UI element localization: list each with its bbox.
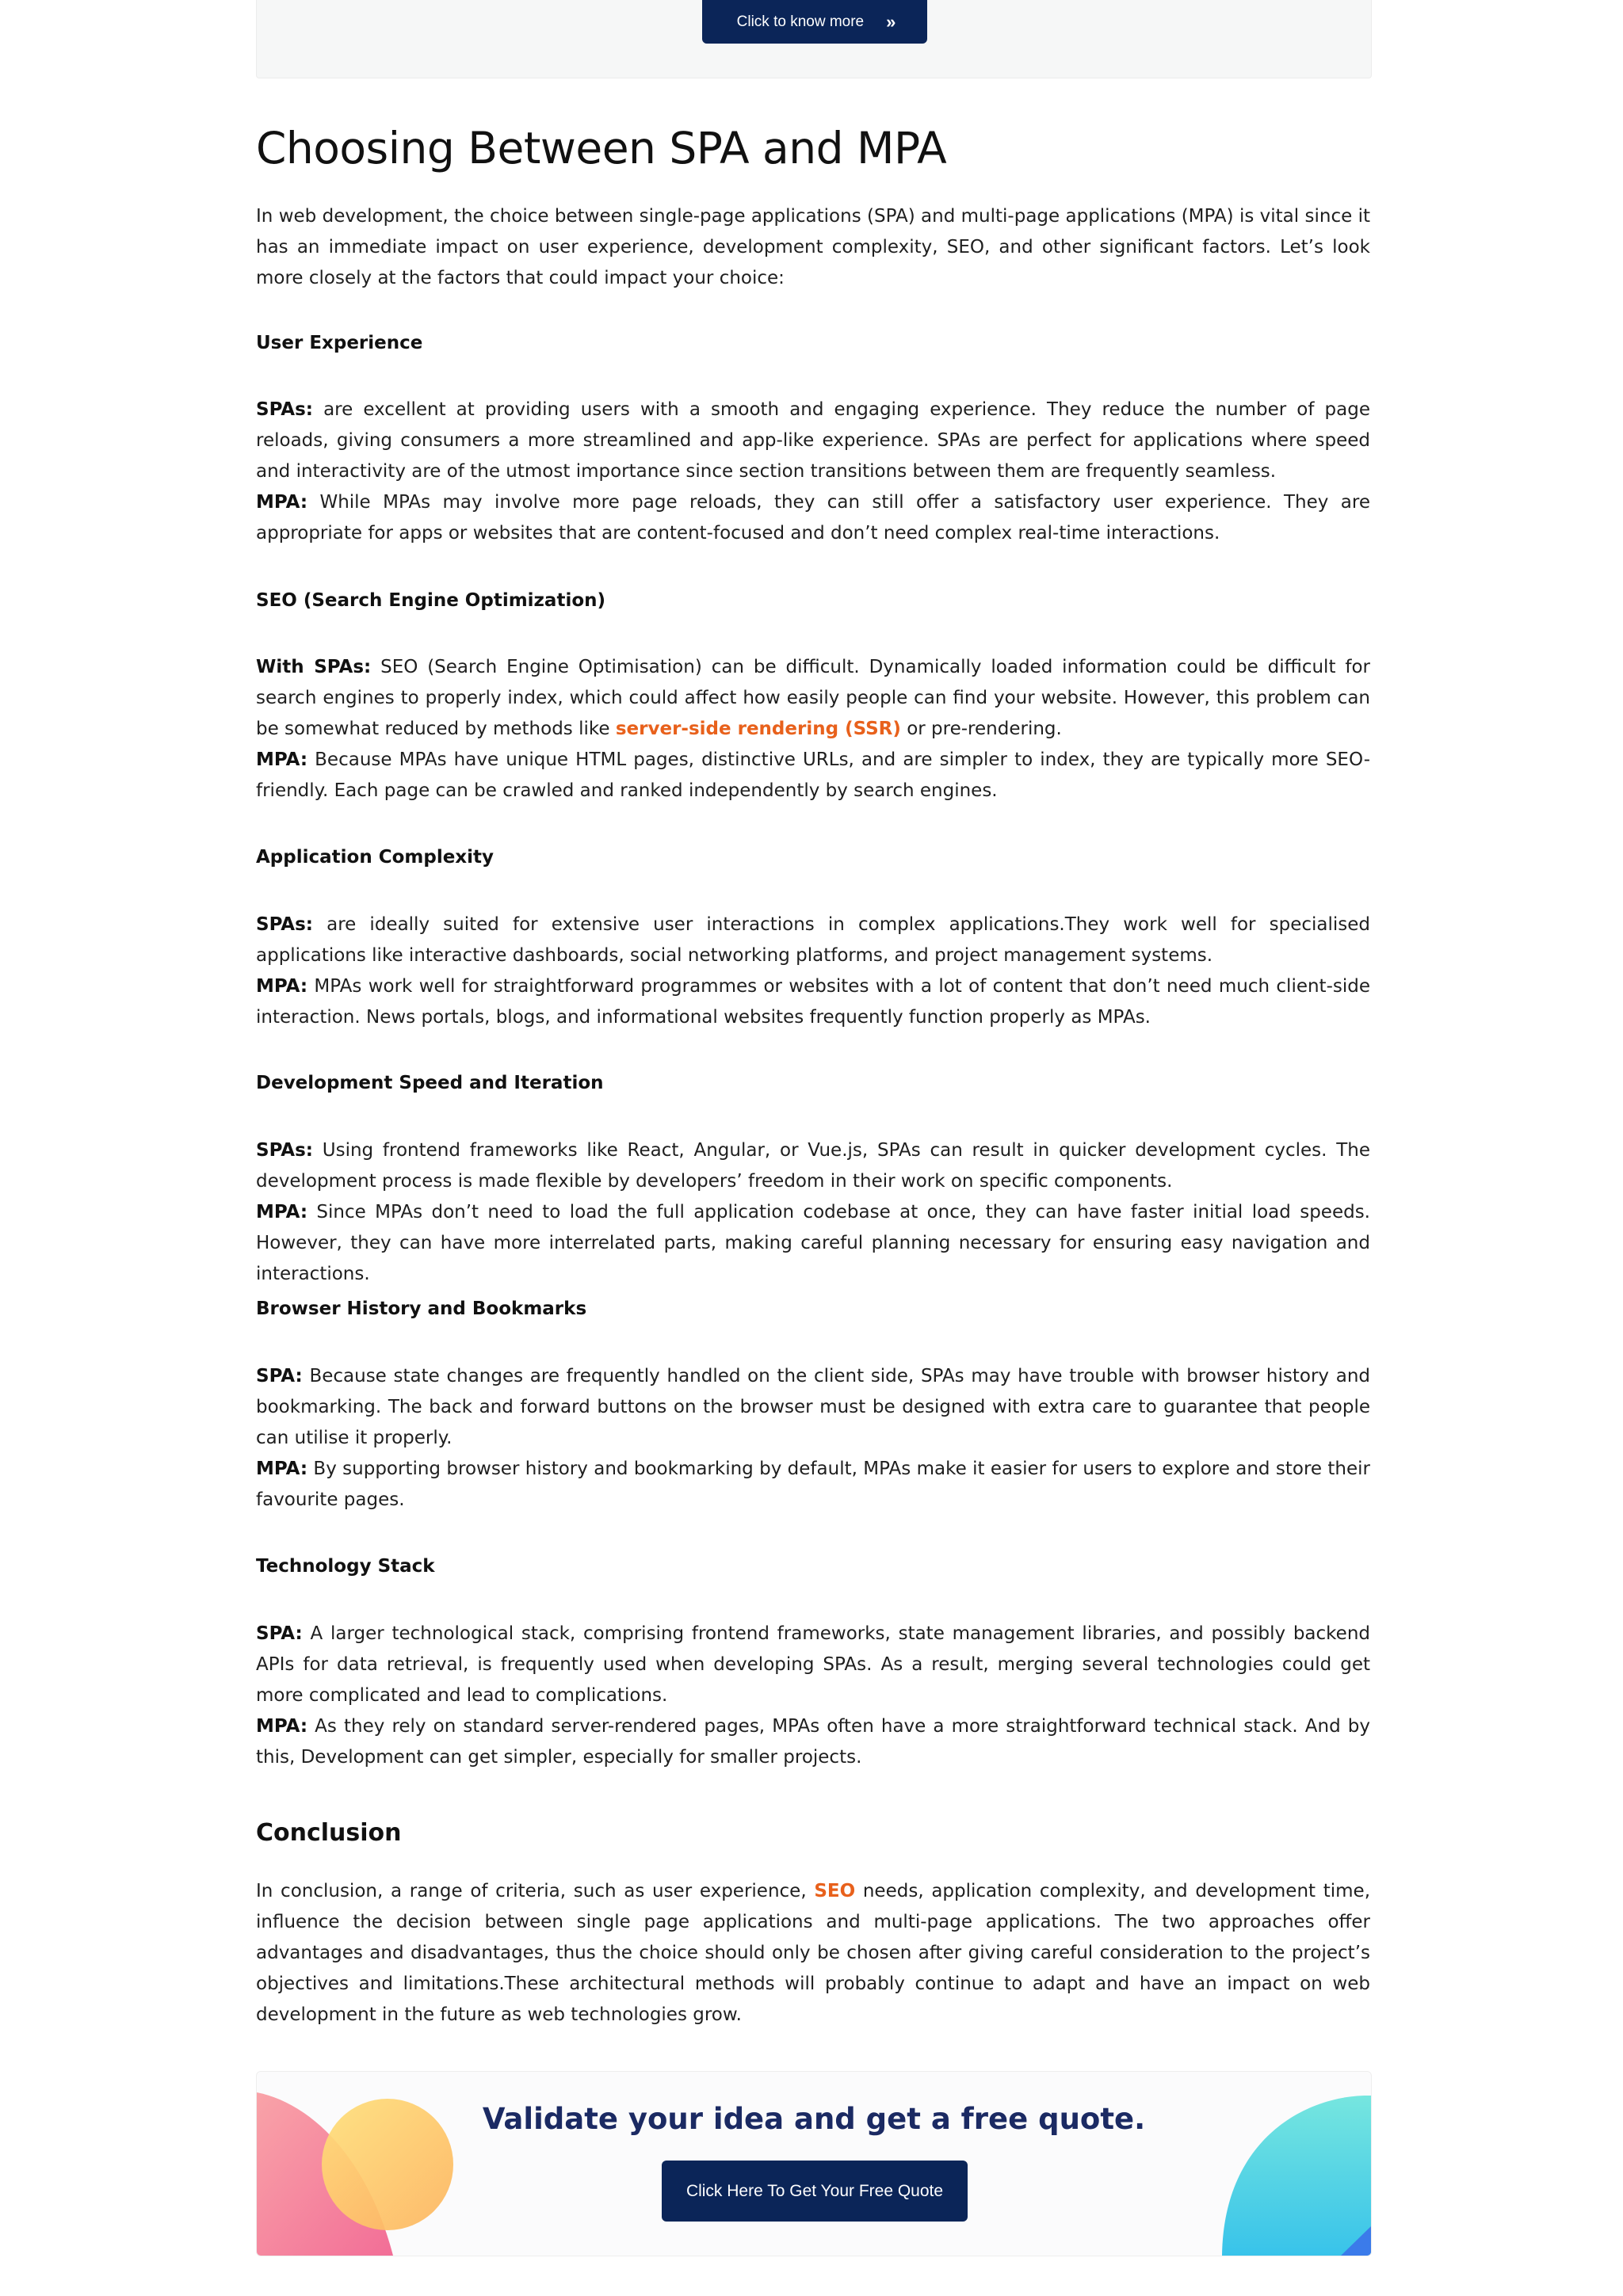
spa-label: SPAs: (256, 914, 313, 935)
banner-title: Validate your idea and get a free quote. (482, 2102, 1146, 2136)
section-heading-user-experience: User Experience (256, 333, 423, 353)
section-heading-application-complexity: Application Complexity (256, 847, 495, 868)
seo-link[interactable]: SEO (814, 1881, 856, 1901)
know-more-button[interactable] (702, 0, 927, 44)
spa-text: Because state changes are frequently handled on the client side, SPAs may have trouble with browser history and bookmarking. The back and forward buttons on the browser must be designed with extra care to guarantee that people can utilise it properly. (256, 1366, 1370, 1448)
spa-text: SEO (Search Engine Optimisation) can be difficult. Dynamically loaded information could be difficult for search engines to properly index, which could affect how easily people can find your website. However, this problem can be somewhat reduced by methods like (256, 657, 1370, 739)
mpa-text: By supporting browser history and bookmarking by default, MPAs make it easier for users to explore and store their favourite pages. (256, 1459, 1370, 1510)
mpa-text: Because MPAs have unique HTML pages, distinctive URLs, and are simpler to index, they are typically more SEO-friendly. Each page can be crawled and ranked independently by search engines. (256, 749, 1370, 801)
spa-label: SPAs: (256, 1140, 313, 1161)
section-paragraph (256, 652, 1370, 807)
free-quote-button[interactable]: Click Here To Get Your Free Quote (662, 2161, 968, 2222)
section-paragraph (256, 1619, 1370, 1773)
ssr-link[interactable]: server-side rendering (SSR) (615, 719, 901, 739)
conclusion-text-end: needs, application complexity, and development time, influence the decision between single page applications and multi-page applications. The two approaches offer advantages and disadvantages, thus the choice should only be chosen after giving careful consideration to the project’s objectives and limitations.These architectural methods will probably continue to adapt and have an impact on web development in the future as web technologies grow. (256, 1881, 1370, 2025)
section-paragraph (256, 1135, 1370, 1290)
section-heading-development-speed: Development Speed and Iteration (256, 1073, 604, 1093)
mpa-label: MPA: (256, 492, 308, 513)
page-title: Choosing Between SPA and MPA (256, 123, 947, 174)
double-chevron-right-icon: » (886, 11, 893, 32)
spa-text: Using frontend frameworks like React, Angular, or Vue.js, SPAs can result in quicker development cycles. The development process is made flexible by developers’ freedom in their work on specific components. (256, 1140, 1370, 1192)
mpa-text: MPAs work well for straightforward programmes or websites with a lot of content that don’t need much client-side interaction. News portals, blogs, and informational websites frequently function properly as MPAs. (256, 976, 1370, 1028)
section-heading-technology-stack: Technology Stack (256, 1556, 435, 1577)
conclusion-heading: Conclusion (256, 1819, 402, 1847)
section-paragraph (256, 910, 1370, 1033)
mpa-text: As they rely on standard server-rendered pages, MPAs often have a more straightforward technical stack. And by this, Development can get simpler, especially for smaller projects. (256, 1716, 1370, 1768)
spa-text-end: or pre-rendering. (900, 719, 1062, 739)
spa-label: SPA: (256, 1623, 303, 1644)
spa-text: are excellent at providing users with a smooth and engaging experience. They reduce the number of page reloads, giving consumers a more streamlined and app-like experience. SPAs are perfect for applications where speed and interactivity are of the utmost importance since section transitions between them are frequently seamless. (256, 399, 1370, 482)
section-paragraph (256, 1361, 1370, 1516)
conclusion-paragraph (256, 1876, 1370, 2031)
spa-text: are ideally suited for extensive user interactions in complex applications.They work well for specialised applications like interactive dashboards, social networking platforms, and project management systems. (256, 914, 1370, 966)
spa-label: With SPAs: (256, 657, 372, 677)
conclusion-text: In conclusion, a range of criteria, such as user experience, (256, 1881, 815, 1901)
mpa-label: MPA: (256, 976, 308, 997)
mpa-text: While MPAs may involve more page reloads, they can still offer a satisfactory user experience. They are appropriate for apps or websites that are content-focused and don’t need complex real-time interactions. (256, 492, 1370, 543)
know-more-label: Click to know more (736, 13, 865, 30)
mpa-label: MPA: (256, 1459, 308, 1479)
mpa-text: Since MPAs don’t need to load the full application codebase at once, they can have faster initial load speeds. However, they can have more interrelated parts, making careful planning necessary for ensuring easy navigation and interactions. (256, 1202, 1370, 1284)
quote-banner (256, 2071, 1372, 2256)
section-heading-browser-history: Browser History and Bookmarks (256, 1299, 587, 1319)
spa-label: SPA: (256, 1366, 303, 1386)
mpa-label: MPA: (256, 1716, 308, 1737)
section-paragraph (256, 395, 1370, 549)
mpa-label: MPA: (256, 749, 308, 770)
intro-paragraph: In web development, the choice between single-page applications (SPA) and multi-page applications (MPA) is vital since it has an immediate impact on user experience, development complexity, SEO, and other significant factors. Let’s look more closely at the factors that could impact your choice: (256, 206, 1370, 288)
mpa-label: MPA: (256, 1202, 308, 1222)
spa-label: SPAs: (256, 399, 313, 420)
top-cta-box (256, 0, 1372, 78)
spa-text: A larger technological stack, comprising frontend frameworks, state management libraries, and possibly backend APIs for data retrieval, is frequently used when developing SPAs. As a result, merging several technologies could get more complicated and lead to complications. (256, 1623, 1370, 1706)
section-heading-seo: SEO (Search Engine Optimization) (256, 590, 606, 611)
